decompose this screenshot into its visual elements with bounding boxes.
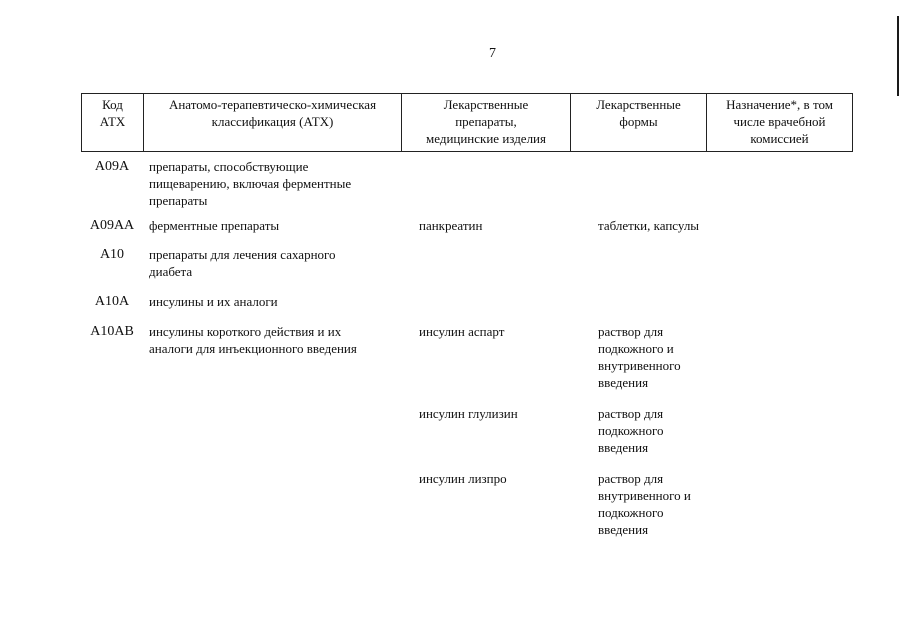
atc-classification: инсулины и их аналоги [149, 294, 278, 309]
header-row [82, 94, 853, 152]
table-row [81, 246, 892, 293]
dosage-form: раствор для внутривенного и подкожного введения [598, 471, 691, 537]
medicine-name [411, 158, 592, 217]
medicine-name [411, 246, 592, 293]
dosage-form [592, 293, 738, 323]
header-atc-code: Код АТХ [82, 94, 144, 152]
table-row [81, 470, 892, 540]
atc-code: A09AA [89, 218, 135, 233]
medicine-name: инсулин глулизин [419, 406, 518, 421]
purpose [738, 158, 892, 217]
table-row [81, 293, 892, 323]
table-row [81, 158, 892, 217]
atc-classification: препараты для лечения сахарного диабета [149, 247, 336, 279]
header-atc-classification: Анатомо-терапевтическо-химическая классификация (АТХ) [144, 94, 402, 152]
atc-classification: препараты, способствующие пищеварению, включая ферментные препараты [149, 159, 352, 208]
purpose [738, 405, 892, 470]
header-purpose: Назначение*, в том числе врачебной комиссией [707, 94, 853, 152]
table-body [81, 158, 892, 540]
atc-code [81, 470, 143, 540]
dosage-form: раствор для подкожного введения [598, 406, 664, 455]
purpose [738, 323, 892, 405]
table-header [81, 93, 853, 152]
purpose [738, 293, 892, 323]
atc-classification: ферментные препараты [149, 218, 280, 233]
medicine-name [411, 293, 592, 323]
dosage-form [592, 246, 738, 293]
atc-classification [143, 405, 411, 470]
atc-code: A10 [99, 247, 125, 262]
medicine-name: панкреатин [419, 218, 483, 233]
table-row [81, 217, 892, 246]
header-medicines: Лекарственные препараты, медицинские изделия [402, 94, 571, 152]
dosage-form [592, 158, 738, 217]
atc-code: A10A [94, 294, 130, 309]
table-row [81, 323, 892, 405]
purpose [738, 217, 892, 246]
purpose [738, 246, 892, 293]
atc-code [81, 405, 143, 470]
scan-edge-line [897, 16, 899, 96]
dosage-form: раствор для подкожного и внутривенного введения [598, 324, 681, 390]
atc-code: A10AB [90, 324, 134, 339]
header-dosage-forms: Лекарственные формы [571, 94, 707, 152]
atc-classification: инсулины короткого действия и их аналоги для инъекционного введения [149, 324, 357, 356]
medicine-name: инсулин лизпро [419, 471, 507, 486]
page-number: 7 [489, 46, 496, 61]
atc-classification [143, 470, 411, 540]
medicine-name: инсулин аспарт [419, 324, 505, 339]
atc-code: A09A [94, 159, 130, 174]
table-row [81, 405, 892, 470]
dosage-form: таблетки, капсулы [598, 218, 700, 233]
purpose [738, 470, 892, 540]
